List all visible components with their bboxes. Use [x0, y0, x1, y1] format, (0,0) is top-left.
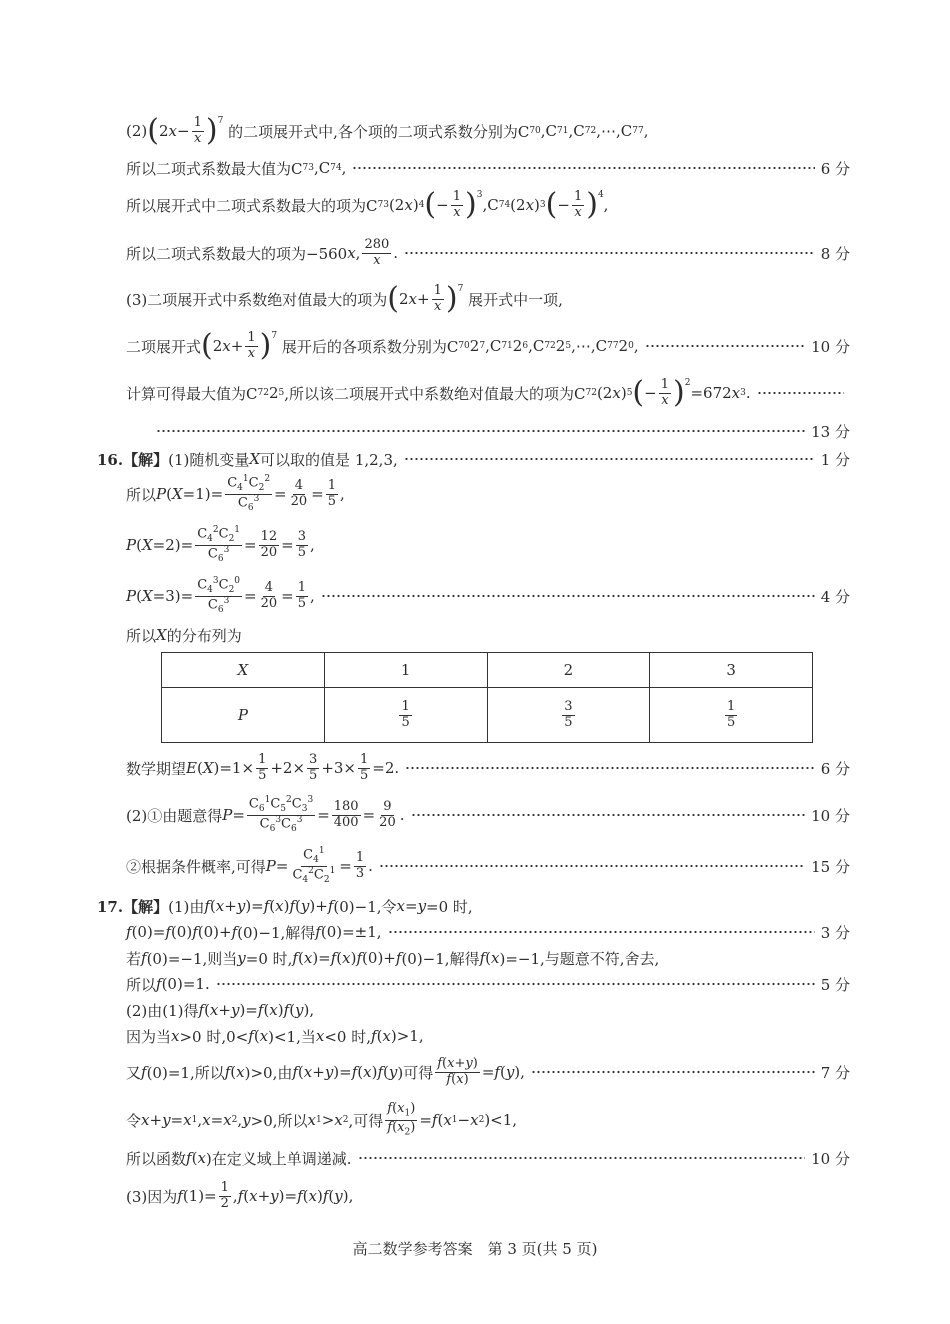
- q16-line-2: 所以 P ( X =1)= $\frac{C_4^1C_2^2}{C_6^3}$ = $\frac{4}{20}$ = $\frac{1}{5}$ ,: [126, 473, 345, 513]
- table-cell: $\frac{1}{5}$: [650, 688, 813, 743]
- score: 5 分: [820, 975, 850, 994]
- dot-leader: [156, 429, 805, 433]
- q17-line-6: 因为当 x >0 时,0< f ( x )<1,当 x <0 时, f ( x )>1,: [126, 1027, 424, 1046]
- q15-line-4: 所以二项式系数最大的项为−560 x , $\frac{280}{x}$ . 8 分: [126, 237, 850, 268]
- q15-line-1: (2) ( 2 x − $\frac{1}{x}$ ) $^7$ 的二项展开式中,各个项的二项式系数分别为C 7 0 ,C 7 1 ,C 7 2 ,⋯,C 7 7 ,: [126, 113, 649, 148]
- q15-line-2: 所以二项式系数最大值为C 7 3 ,C 7 4 , 6 分: [126, 159, 850, 178]
- table-cell: 2: [487, 653, 650, 688]
- q15-line-3: 所以展开式中二项式系数最大的项为C 7 3 (2 x ) 4 ( − $\frac{1}{x}$ ) $^3$ ,C 7 4 (2 x ) 3 ( − $\frac{1}{x}$ ) $^4$ ,: [126, 187, 609, 222]
- dot-leader: [358, 1156, 806, 1160]
- score: 6 分: [820, 759, 850, 778]
- q16-line-7: (2)①由题意得 P = $\frac{C_6^1C_5^2C_3^3}{C_6^3C_6^3}$ = $\frac{180}{400}$ = $\frac{9}{20}$ . 10 分: [126, 794, 850, 834]
- q16-line-5: 所以 X 的分布列为: [126, 626, 242, 645]
- table-row: [162, 688, 813, 743]
- q16-line-8: ②根据条件概率,可得 P = $\frac{C_4^1}{C_4^2C_2^1}$ = $\frac{1}{3}$ . 15 分: [126, 845, 850, 885]
- q17-line-4: 所以 f (0)=1. 5 分: [126, 975, 850, 994]
- q16-line-3: P ( X =2)= $\frac{C_4^2C_2^1}{C_6^3}$ = $\frac{12}{20}$ = $\frac{3}{5}$ ,: [126, 524, 315, 564]
- page-footer: 高二数学参考答案 第 3 页(共 5 页): [352, 1240, 598, 1258]
- table-cell: $\frac{1}{5}$: [324, 688, 487, 743]
- q15-line-6: 二项展开式 ( 2 x + $\frac{1}{x}$ ) $^7$ 展开后的各项系数分别为C 7 0 2 7 ,C 7 1 2 6 ,C 7 2 2 5 ,⋯,C 7 7 2 0 , 10 分: [126, 328, 850, 363]
- dot-leader: [216, 982, 815, 986]
- table-cell: 1: [324, 653, 487, 688]
- q15-line-5: (3)二项展开式中系数绝对值最大的项为 ( 2 x + $\frac{1}{x}$ ) $^7$ 展开式中一项,: [126, 281, 563, 316]
- table-cell: P: [162, 688, 325, 743]
- dot-leader: [411, 813, 806, 817]
- score: 6 分: [820, 159, 850, 178]
- dot-leader: [388, 930, 815, 934]
- score: 10 分: [811, 337, 850, 356]
- score: 13 分: [811, 422, 850, 441]
- score: 15 分: [811, 857, 850, 876]
- q15-line-7: 计算可得最大值为C 7 2 2 5 ,所以该二项展开式中系数绝对值最大的项为C 7 2 (2 x ) 5 ( − $\frac{1}{x}$ ) $^2$ =672 x 3 .: [126, 375, 850, 411]
- table-cell: 3: [650, 653, 813, 688]
- dot-leader: [757, 391, 844, 395]
- table-row: [162, 653, 813, 688]
- q17-line-5: (2)由(1)得 f ( x + y )= f ( x ) f ( y ),: [126, 1001, 315, 1020]
- table-cell: X: [162, 653, 325, 688]
- score: 1 分: [820, 450, 850, 469]
- dot-leader: [405, 766, 815, 770]
- score: 10 分: [811, 806, 850, 825]
- q17-line-9: 所以函数 f ( x )在定义域上单调递减. 10 分: [126, 1149, 850, 1168]
- distribution-table: [161, 652, 813, 743]
- q17-line-10: (3)因为 f (1)= $\frac{1}{2}$ , f ( x + y )= f ( x ) f ( y ),: [126, 1180, 354, 1211]
- q16-line-4: P ( X =3)= $\frac{C_4^3C_2^0}{C_6^3}$ = $\frac{4}{20}$ = $\frac{1}{5}$ , 4 分: [126, 575, 850, 615]
- q17-line-1: 17.【解】 (1)由 f ( x + y )= f ( x ) f ( y )+ f (0)−1,令 x = y =0 时,: [97, 897, 473, 916]
- dot-leader: [531, 1070, 815, 1074]
- dot-leader: [379, 864, 805, 868]
- q17-line-8: 令 x + y = x 1 , x = x 2 , y >0,所以 x 1 > x 2 ,可得 $\frac{f(x_1)}{f(x_2)}$ = f ( x 1 − x 2 )<1,: [126, 1101, 518, 1138]
- dot-leader: [645, 344, 806, 348]
- q15-line-7-cont: [126, 421, 850, 441]
- score: 10 分: [811, 1149, 850, 1168]
- dot-leader: [404, 251, 815, 255]
- q16-line-6: 数学期望 E ( X )=1× $\frac{1}{5}$ +2× $\frac{3}{5}$ +3× $\frac{1}{5}$ =2. 6 分: [126, 752, 850, 783]
- q17-line-2: f (0)= f (0) f (0)+ f (0)−1,解得 f (0)=±1, 3 分: [126, 923, 850, 942]
- dot-leader: [321, 594, 815, 598]
- q17-line-7: 又 f (0)=1,所以 f ( x )>0,由 f ( x + y )= f ( x ) f ( y )可得 $\frac{f(x+y)}{f(x)}$ = f ( y ), 7 分: [126, 1056, 850, 1087]
- q17-line-3: 若 f (0)=−1,则当 y =0 时, f ( x )= f ( x ) f (0)+ f (0)−1,解得 f ( x )=−1,与题意不符,舍去,: [126, 949, 660, 968]
- dot-leader: [352, 166, 814, 170]
- score: 7 分: [820, 1063, 850, 1082]
- q16-line-1: 16.【解】 (1)随机变量 X 可以取的值是 1,2,3, 1 分: [97, 450, 850, 469]
- score: 4 分: [820, 587, 850, 606]
- score: 8 分: [820, 244, 850, 263]
- score: 3 分: [820, 923, 850, 942]
- dot-leader: [404, 457, 815, 461]
- table-cell: $\frac{3}{5}$: [487, 688, 650, 743]
